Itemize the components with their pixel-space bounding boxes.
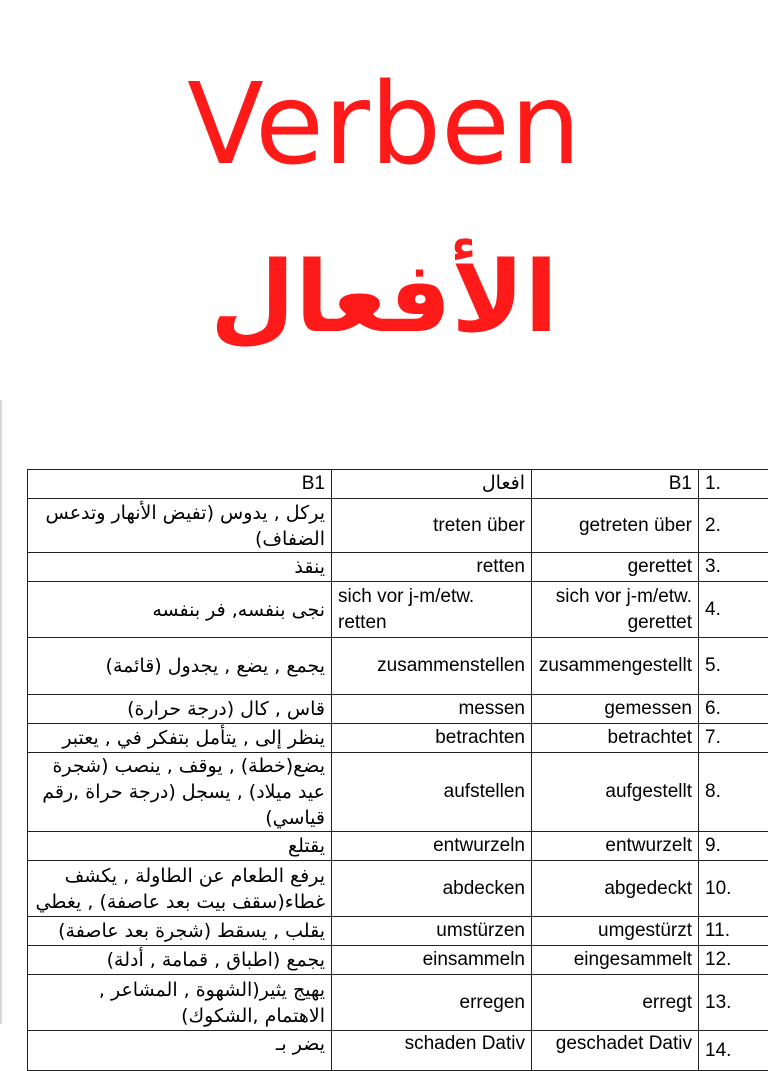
header-level-right: B1	[532, 470, 699, 499]
table-row	[28, 638, 768, 695]
table-header-row	[28, 470, 768, 499]
infinitive: messen	[332, 695, 532, 724]
page-edge-line	[0, 400, 2, 1024]
table-row	[28, 724, 768, 753]
row-number: 10.	[699, 861, 768, 917]
infinitive: schaden Dativ	[332, 1031, 532, 1071]
arabic-meaning: يركل , يدوس (تفيض الأنهار وتدعس الضفاف)	[28, 499, 332, 553]
participle: zusammengestellt	[532, 638, 699, 695]
row-number: 5.	[699, 638, 768, 695]
page-title: Verben	[0, 60, 768, 190]
row-number: 6.	[699, 695, 768, 724]
infinitive: einsammeln	[332, 946, 532, 975]
participle: abgedeckt	[532, 861, 699, 917]
arabic-meaning: يضع(خطة) , يوقف , ينصب (شجرة عيد ميلاد) , يسجل (درجة حراة ,رقم قياسي)	[28, 753, 332, 832]
row-number: 12.	[699, 946, 768, 975]
table-row	[28, 582, 768, 638]
participle: aufgestellt	[532, 753, 699, 832]
infinitive: umstürzen	[332, 917, 532, 946]
page-subtitle: الأفعال	[0, 238, 768, 358]
arabic-meaning: نجى بنفسه, فر بنفسه	[28, 582, 332, 638]
arabic-meaning: يهيج يثير(الشهوة , المشاعر , الاهتمام ,الشكوك)	[28, 975, 332, 1031]
infinitive: treten über	[332, 499, 532, 553]
infinitive: betrachten	[332, 724, 532, 753]
arabic-meaning: يضر بـ	[28, 1031, 332, 1071]
arabic-meaning: يقتلع	[28, 832, 332, 861]
arabic-meaning: يقلب , يسقط (شجرة بعد عاصفة)	[28, 917, 332, 946]
table-row	[28, 1031, 768, 1071]
participle: sich vor j-m/etw. gerettet	[532, 582, 699, 638]
arabic-meaning: يجمع , يضع , يجدول (قائمة)	[28, 638, 332, 695]
row-number: 2.	[699, 499, 768, 553]
table-row	[28, 695, 768, 724]
row-number: 4.	[699, 582, 768, 638]
header-level-left: B1	[28, 470, 332, 499]
participle: umgestürzt	[532, 917, 699, 946]
infinitive: aufstellen	[332, 753, 532, 832]
infinitive: retten	[332, 553, 532, 582]
table-row	[28, 975, 768, 1031]
row-number: 9.	[699, 832, 768, 861]
table-row	[28, 917, 768, 946]
row-number: 11.	[699, 917, 768, 946]
participle: erregt	[532, 975, 699, 1031]
participle: gerettet	[532, 553, 699, 582]
row-number: 1.	[699, 470, 768, 499]
participle: betrachtet	[532, 724, 699, 753]
participle: entwurzelt	[532, 832, 699, 861]
infinitive: sich vor j-m/etw. retten	[332, 582, 532, 638]
arabic-meaning: ينظر إلى , يتأمل بتفكر في , يعتبر	[28, 724, 332, 753]
infinitive: zusammenstellen	[332, 638, 532, 695]
table-row	[28, 499, 768, 553]
row-number: 13.	[699, 975, 768, 1031]
row-number: 3.	[699, 553, 768, 582]
row-number: 14.	[699, 1031, 768, 1071]
table-row	[28, 861, 768, 917]
table-row	[28, 832, 768, 861]
infinitive: entwurzeln	[332, 832, 532, 861]
row-number: 8.	[699, 753, 768, 832]
verb-table	[27, 469, 768, 1071]
infinitive: erregen	[332, 975, 532, 1031]
table-row	[28, 753, 768, 832]
header-verbs-label: افعال	[332, 470, 532, 499]
arabic-meaning: يجمع (اطباق , قمامة , أدلة)	[28, 946, 332, 975]
participle: eingesammelt	[532, 946, 699, 975]
arabic-meaning: يرفع الطعام عن الطاولة , يكشف غطاء(سقف بيت بعد عاصفة) , يغطي	[28, 861, 332, 917]
infinitive: abdecken	[332, 861, 532, 917]
participle: getreten über	[532, 499, 699, 553]
participle: gemessen	[532, 695, 699, 724]
row-number: 7.	[699, 724, 768, 753]
table-row	[28, 946, 768, 975]
arabic-meaning: قاس , كال (درجة حرارة)	[28, 695, 332, 724]
arabic-meaning: ينقذ	[28, 553, 332, 582]
participle: geschadet Dativ	[532, 1031, 699, 1071]
table-row	[28, 553, 768, 582]
